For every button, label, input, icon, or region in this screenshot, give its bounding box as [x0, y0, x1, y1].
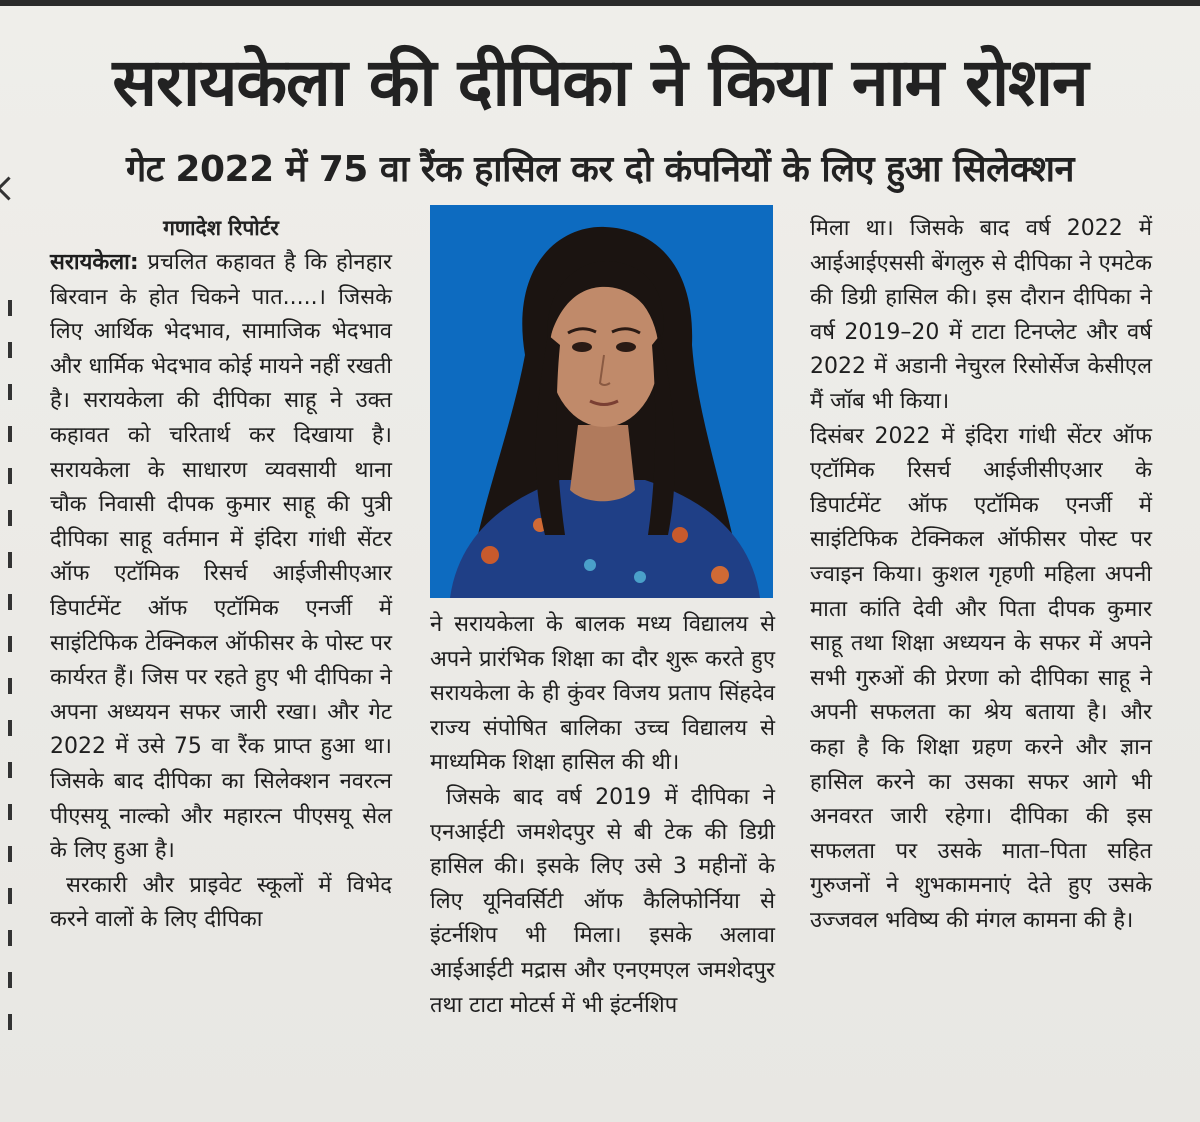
- headline: सरायकेला की दीपिका ने किया नाम रोशन: [112, 44, 1088, 121]
- byline: गणादेश रिपोर्टर: [163, 216, 279, 240]
- article-paragraph: ने सरायकेला के बालक मध्य विद्यालय से अपने प्रारंभिक शिक्षा का दौर शुरू करते हुए सरायकेला के ही कुंवर विजय प्रताप सिंहदेव राज्य संपोषित बालिका उच्च विद्यालय से माध्यमिक शिक्षा हासिल की थी।: [430, 612, 775, 776]
- article-column-2: [430, 608, 775, 1023]
- portrait-photo: [430, 205, 773, 598]
- article-paragraph: जिसके बाद वर्ष 2019 में दीपिका ने एनआईटी जमशेदपुर से बी टेक की डिग्री हासिल की। इसके लिए उसे 3 महीनों के लिए यूनिवर्सिटी ऑफ कैलिफोर्निया से इंटर्नशिप भी मिला। इसके अलावा आईआईटी मद्रास और एनएमएल जमशेदपुर तथा टाटा मोटर्स में भी इंटर्नशिप: [430, 784, 775, 1018]
- article-paragraph: मिला था। जिसके बाद वर्ष 2022 में आईआईएससी बेंगलुरु से दीपिका ने एमटेक की डिग्री हासिल की। इस दौरान दीपिका ने वर्ष 2019–20 में टाटा टिनप्लेट और वर्ष 2022 में अडानी नेचुरल रिसोर्सेज केसीएल मैं जॉब भी किया।: [810, 216, 1152, 414]
- article-column-1: [50, 214, 392, 938]
- subheadline: गेट 2022 में 75 वा रैंक हासिल कर दो कंपनियों के लिए हुआ सिलेक्शन: [125, 149, 1074, 190]
- article-column-3: [810, 212, 1152, 938]
- dateline: सरायकेला:: [50, 250, 139, 275]
- adjacent-column-fragment: [0, 300, 20, 1070]
- top-rule: [0, 0, 1200, 6]
- article-paragraph: सरकारी और प्राइवेट स्कूलों में विभेद करने वालों के लिए दीपिका: [50, 872, 392, 933]
- article-paragraph: सरायकेला: प्रचलित कहावत है कि होनहार बिरवान के होत चिकने पात.....। जिसके लिए आर्थिक भेदभाव, सामाजिक भेदभाव और धार्मिक भेदभाव कोई मायने नहीं रखती है। सरायकेला की दीपिका साहू ने उक्त कहावत को चरितार्थ कर दिखाया है। सरायकेला के साधारण व्यवसायी थाना चौक निवासी दीपक कुमार साहू की पुत्री दीपिका साहू वर्तमान में इंदिरा गांधी सेंटर ऑफ एटॉमिक रिसर्च आईजीसीएआर डिपार्टमेंट ऑफ एटॉमिक एनर्जी में साइंटिफिक टेक्निकल ऑफीसर के पोस्ट पर कार्यरत हैं। जिस पर रहते हुए भी दीपिका ने अपना अध्ययन सफर जारी रखा। और गेट 2022 में उसे 75 वा रैंक प्राप्त हुआ था। जिसके बाद दीपिका का सिलेक्शन नवरत्न पीएसयू नाल्को और महारत्न पीएसयू सेल के लिए हुआ है।: [50, 250, 392, 864]
- article-paragraph: दिसंबर 2022 में इंदिरा गांधी सेंटर ऑफ एटॉमिक रिसर्च आईजीसीएआर के डिपार्टमेंट ऑफ एटॉमिक एनर्जी में साइंटिफिक टेक्निकल ऑफीसर पोस्ट पर ज्वाइन किया। कुशल गृहणी महिला अपनी माता कांति देवी और पिता दीपक कुमार साहू तथा शिक्षा अध्ययन के सफर में अपने सभी गुरुओं की प्रेरणा को दीपिका साहू ने अपनी सफलता का श्रेय बताया है। और कहा है कि शिक्षा ग्रहण करने और ज्ञान हासिल करने का उसका सफर आगे भी अनवरत जारी रहेगा। दीपिका की इस सफलता पर उसके माता–पिता सहित गुरुजनों ने शुभकामनाएं देते हुए उसके उज्जवल भविष्य की मंगल कामना की है।: [810, 423, 1152, 933]
- adjacent-article-edge: [0, 176, 21, 200]
